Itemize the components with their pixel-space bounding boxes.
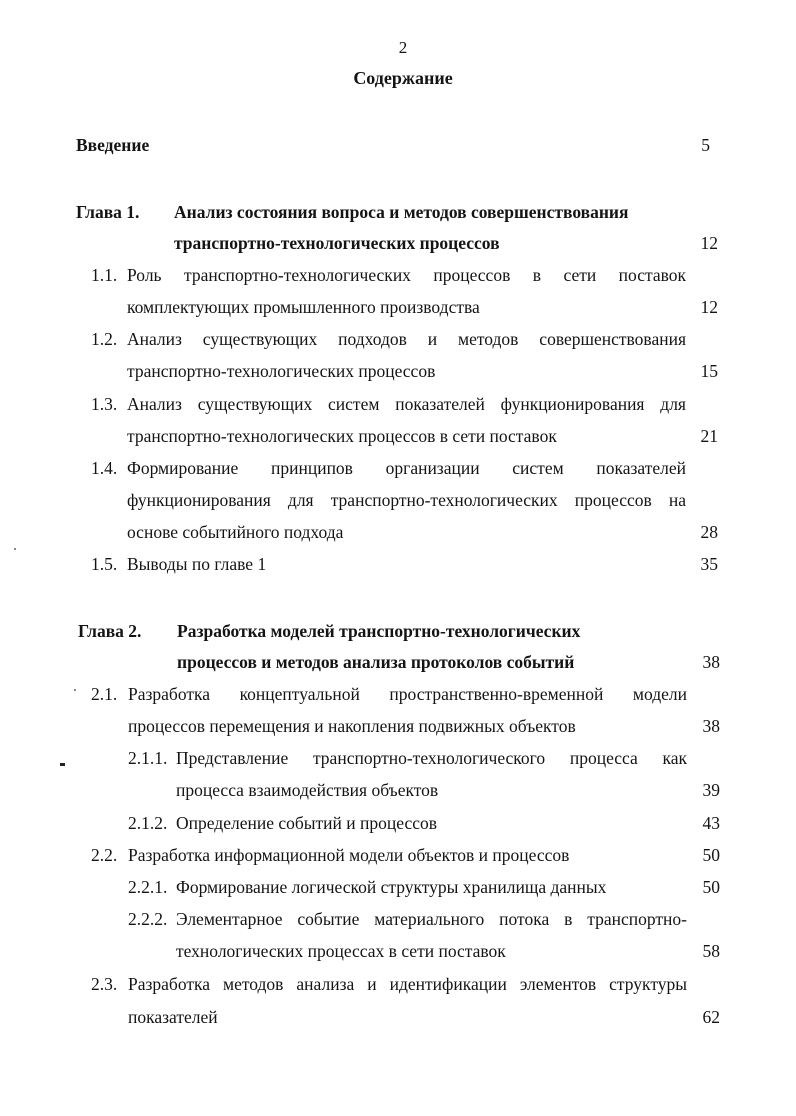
chapter2-title-line2: процессов и методов анализа протоколов событий: [177, 652, 575, 672]
toc-entry-line: процессов перемещения и накопления подвижных объектов: [128, 716, 576, 736]
toc-num: 2.3.: [91, 974, 118, 994]
toc-page: 38: [702, 716, 720, 736]
intro-label: Введение: [76, 135, 150, 155]
toc-entry-line: Разработка методов анализа и идентификации элементов структуры: [128, 974, 687, 994]
page-number: 2: [398, 38, 408, 57]
toc-entry-line: Разработка концептуальной пространственно-временной модели: [128, 684, 687, 704]
toc-page: 58: [702, 941, 720, 961]
toc-entry-line: показателей: [128, 1007, 218, 1027]
toc-entry-line: Анализ существующих подходов и методов совершенствования: [127, 329, 686, 349]
scan-mark: [74, 689, 76, 691]
toc-entry-line: технологических процессах в сети поставок: [176, 941, 506, 961]
toc-entry-line: основе событийного подхода: [127, 522, 344, 542]
toc-entry-line: функционирования для транспортно-технологических процессов на: [127, 490, 686, 510]
toc-page: 15: [700, 361, 718, 381]
toc-entry-line: транспортно-технологических процессов: [127, 361, 436, 381]
toc-page: 50: [702, 877, 720, 897]
chapter2-num: Глава 2.: [78, 621, 142, 641]
toc-page: 28: [700, 522, 718, 542]
toc-num: 1.5.: [91, 554, 118, 574]
toc-page: 62: [702, 1007, 720, 1027]
toc-num: 1.3.: [91, 394, 118, 414]
chapter2-page: 38: [702, 652, 720, 672]
toc-entry-line: Элементарное событие материального потока в транспортно-: [176, 909, 687, 929]
toc-num: 2.2.1.: [128, 877, 168, 897]
toc-entry-line: Выводы по главе 1: [127, 554, 267, 574]
toc-entry-line: Анализ существующих систем показателей функционирования для: [127, 394, 686, 414]
scan-mark: [60, 763, 65, 766]
toc-num: 2.2.: [91, 845, 118, 865]
chapter1-title-line1: Анализ состояния вопроса и методов совершенствования: [174, 202, 629, 222]
toc-entry-line: Формирование принципов организации систем показателей: [127, 458, 686, 478]
toc-entry-line: Представление транспортно-технологического процесса как: [176, 748, 687, 768]
toc-num: 2.2.2.: [128, 909, 168, 929]
toc-entry-line: Определение событий и процессов: [176, 813, 437, 833]
toc-entry-line: Роль транспортно-технологических процессов в сети поставок: [127, 265, 686, 285]
toc-num: 1.1.: [91, 265, 118, 285]
toc-num: 1.4.: [91, 458, 118, 478]
toc-entry-line: Формирование логической структуры хранилища данных: [176, 877, 607, 897]
toc-page: 50: [702, 845, 720, 865]
chapter1-num: Глава 1.: [76, 202, 140, 222]
chapter1-page: 12: [700, 233, 718, 253]
toc-num: 2.1.2.: [128, 813, 168, 833]
toc-page: 39: [702, 780, 720, 800]
page-title: Содержание: [353, 68, 453, 88]
toc-page: 35: [700, 554, 718, 574]
toc-page: 43: [702, 813, 720, 833]
chapter1-title-line2: транспортно-технологических процессов: [174, 233, 500, 253]
toc-num: 1.2.: [91, 329, 118, 349]
toc-entry-line: Разработка информационной модели объектов и процессов: [128, 845, 570, 865]
toc-num: 2.1.: [91, 684, 118, 704]
scan-mark: [14, 548, 16, 550]
intro-page: 5: [701, 135, 710, 155]
toc-entry-line: процесса взаимодействия объектов: [176, 780, 439, 800]
toc-entry-line: комплектующих промышленного производства: [127, 297, 480, 317]
toc-num: 2.1.1.: [128, 748, 168, 768]
chapter2-title-line1: Разработка моделей транспортно-технологических: [177, 621, 581, 641]
toc-page: 12: [700, 297, 718, 317]
toc-entry-line: транспортно-технологических процессов в сети поставок: [127, 426, 557, 446]
toc-page: 21: [700, 426, 718, 446]
